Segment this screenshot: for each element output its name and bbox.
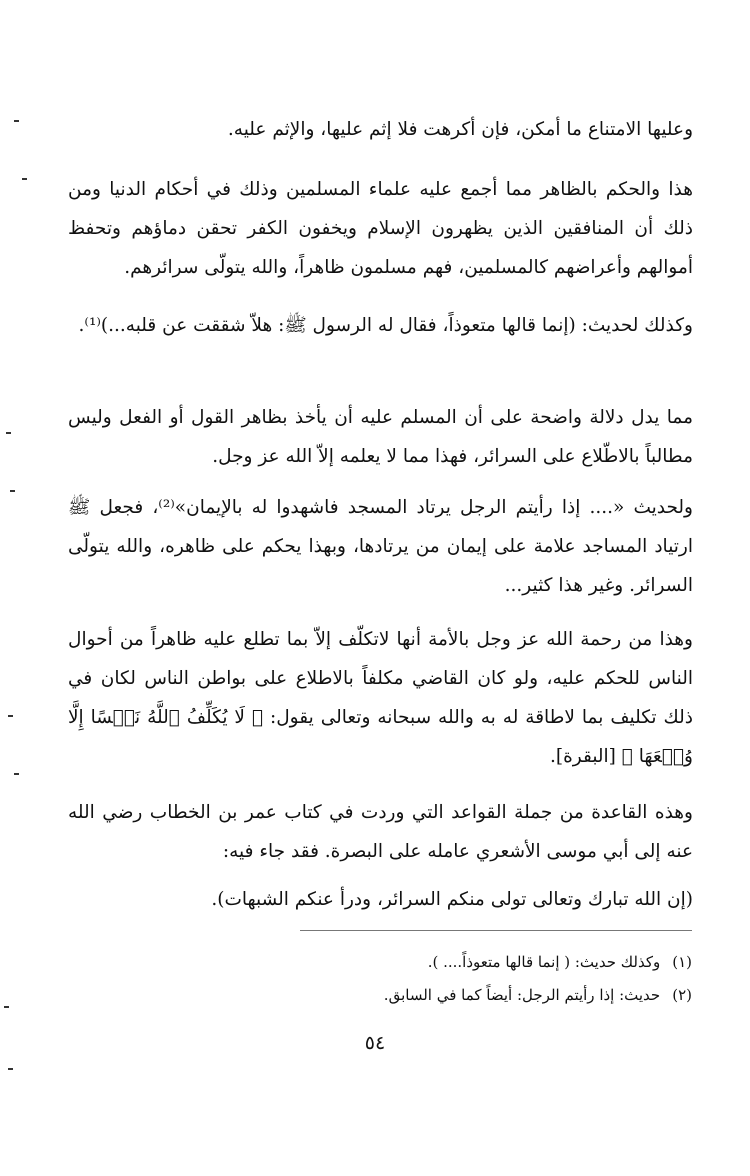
paragraph-text: وعليها الامتناع ما أمكن، فإن أكرهت فلا إثم عليها، والإثم عليه. (227, 119, 693, 140)
paragraph-text: هذا والحكم بالظاهر مما أجمع عليه علماء المسلمين وذلك في أحكام الدنيا ومن ذلك أن المنافقين الذين يظهرون الإسلام ويخفون الكفر تحقن دماؤهم وتحفظ أموالهم وأعراضهم كالمسلمين، فهم مسلمون ظاهراً، والله يتولّى سرائرهم. (68, 179, 693, 278)
paragraph-1 (68, 110, 693, 149)
footnote-number: (١) (672, 953, 692, 971)
footnote-number: (٢) (672, 986, 692, 1004)
paragraph-3 (68, 306, 693, 345)
footnote-2 (300, 979, 692, 1012)
scan-mark (10, 490, 15, 492)
paragraph-text: ولحديث «.... إذا رأيتم الرجل يرتاد المسجد فاشهدوا له بالإيمان»⁽²⁾، فجعل ﷺ ارتياد المساجد علامة على إيمان من يرتادها، وبهذا يحكم على ظاهره، والله يتولّى السرائر. وغير هذا كثير... (68, 497, 693, 596)
paragraph-text: (إن الله تبارك وتعالى تولى منكم السرائر، ودرأ عنكم الشبهات). (211, 889, 693, 910)
scan-mark (14, 773, 19, 775)
paragraph-5 (68, 488, 693, 605)
paragraph-8 (68, 880, 693, 919)
paragraph-4 (68, 398, 693, 476)
paragraph-6 (68, 620, 693, 776)
paragraph-text: وكذلك لحديث: (إنما قالها متعوذاً، فقال له الرسول ﷺ: هلاّ شققت عن قلبه...)⁽¹⁾. (78, 315, 693, 336)
scan-mark (4, 1006, 9, 1008)
paragraph-2 (68, 170, 693, 287)
footnote-1 (300, 946, 692, 979)
footnote-text: وكذلك حديث: ( إنما قالها متعوذاً.... ). (427, 953, 661, 971)
scan-mark (8, 715, 13, 717)
scan-mark (22, 178, 27, 180)
page-number: ٥٤ (364, 1032, 386, 1054)
footnotes (300, 946, 692, 1012)
paragraph-7 (68, 793, 693, 871)
scan-mark (8, 1068, 13, 1070)
scan-mark (14, 120, 19, 122)
footnote-divider (300, 930, 692, 931)
footnote-text: حديث: إذا رأيتم الرجل: أيضاً كما في السابق. (383, 986, 661, 1004)
scan-mark (6, 432, 11, 434)
paragraph-text: وهذا من رحمة الله عز وجل بالأمة أنها لاتكلّف إلاّ بما تطلع عليه ظاهراً من أحوال الناس للحكم عليه، ولو كان القاضي مكلفاً بالاطلاع على بواطن الناس لكان في ذلك تكليف بما لاطاقة له به والله سبحانه وتعالى يقول: ﴿ لَا يُكَلِّفُ ٱللَّهُ نَفۡسًا إِلَّا وُسۡعَهَا ﴾ [البقرة]. (68, 629, 693, 767)
paragraph-text: وهذه القاعدة من جملة القواعد التي وردت في كتاب عمر بن الخطاب رضي الله عنه إلى أبي موسى الأشعري عامله على البصرة. فقد جاء فيه: (68, 802, 693, 862)
paragraph-text: مما يدل دلالة واضحة على أن المسلم عليه أن يأخذ بظاهر القول أو الفعل وليس مطالباً بالاطّلاع على السرائر، فهذا مما لا يعلمه إلاّ الله عز وجل. (68, 407, 693, 467)
